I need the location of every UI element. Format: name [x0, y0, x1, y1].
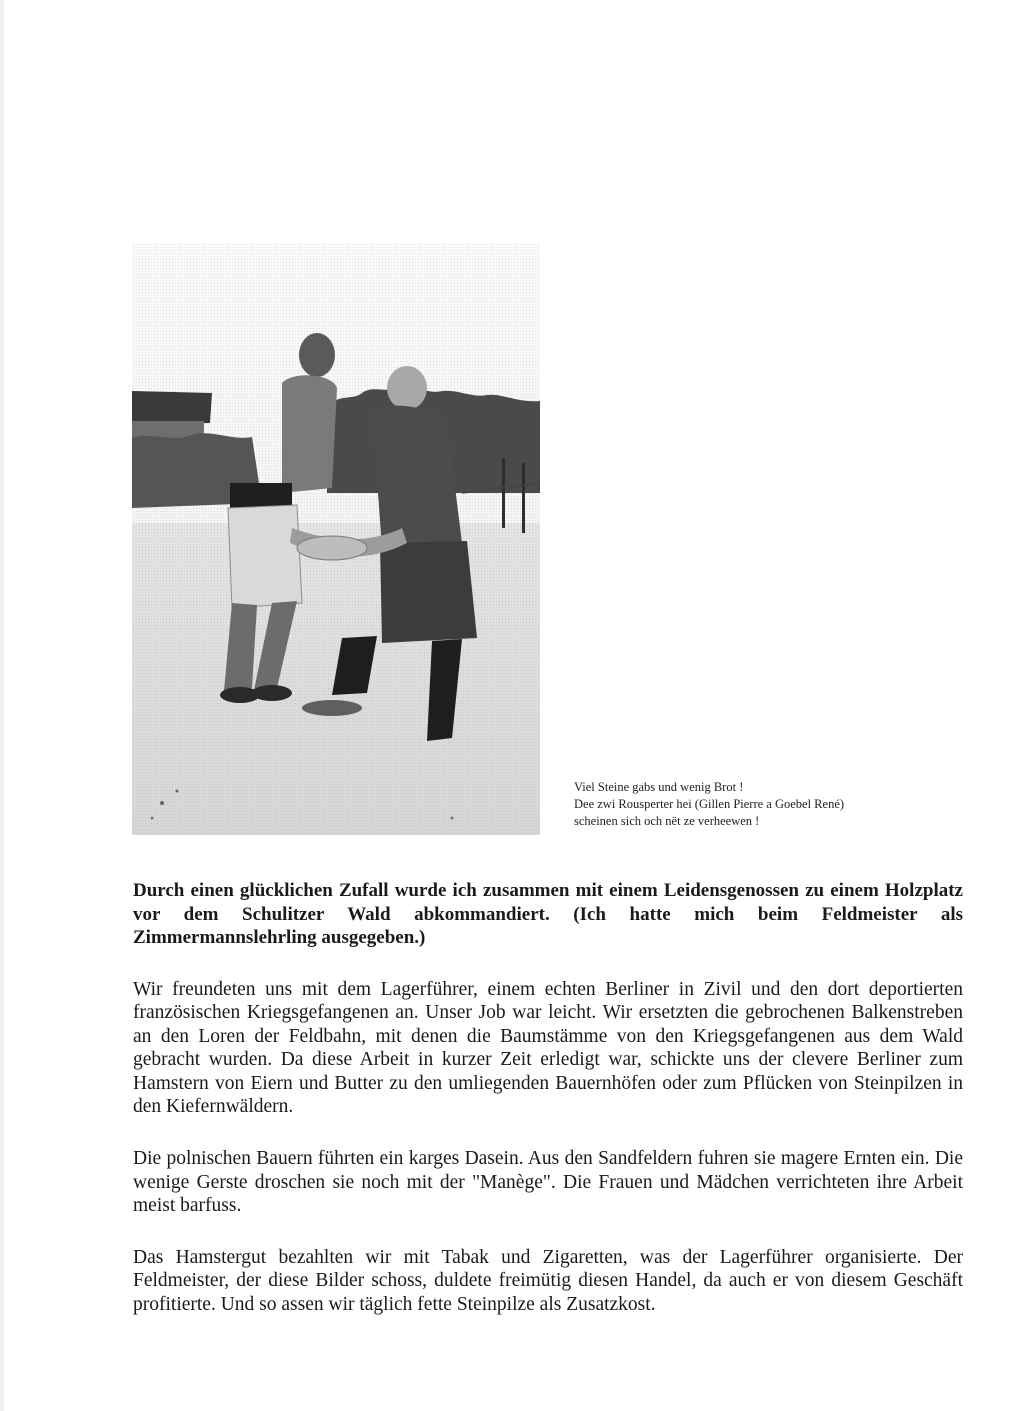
caption-line-3: scheinen sich och nët ze verheewen !: [574, 814, 760, 828]
paragraph-3: Die polnischen Bauern führten ein karges Dasein. Aus den Sandfeldern fuhren sie magere Ernten ein. Die wenige Gerste droschen sie noch mit der "Manège". Die Frauen und Mädchen verrichteten ihre Arbeit meist barfuss.: [133, 1148, 963, 1217]
photo-caption: [574, 779, 954, 830]
paragraph-4: Das Hamstergut bezahlten wir mit Tabak und Zigaretten, was der Lagerführer organisierte. Der Feldmeister, der diese Bilder schoss, duldete freimütig diesen Handel, da auch er von diesem Geschäft profitierte. Und so assen wir täglich fette Steinpilze als Zusatzkost.: [133, 1246, 963, 1316]
photograph-two-men-lifting-stone: [132, 243, 540, 835]
caption-line-1: Viel Steine gabs und wenig Brot !: [574, 780, 744, 794]
page-binding-edge: [0, 0, 4, 1411]
caption-line-2: Dee zwi Rousperter hei (Gillen Pierre a Goebel René): [574, 797, 845, 811]
paragraph-1: Durch einen glücklichen Zufall wurde ich zusammen mit einem Leidensgenossen zu einem Holzplatz vor dem Schulitzer Wald abkommandiert. (Ich hatte mich beim Feldmeister als Zimmermannslehrling ausgegeben.): [133, 880, 963, 948]
body-text: [133, 879, 963, 1345]
paragraph-2: Wir freundeten uns mit dem Lagerführer, einem echten Berliner in Zivil und den dort deportierten französischen Kriegsgefangenen an. Unser Job war leicht. Wir ersetzten die gebrochenen Balkenstreben an den Loren der Feldbahn, mit denen die Baumstämme von den Kriegsgefangenen aus dem Wald gebracht wurden. Da diese Arbeit in kurzer Zeit erledigt war, schickte uns der clevere Berliner zum Hamstern von Eiern und Butter zu den umliegenden Bauernhöfen oder zum Pflücken von Steinpilzen in den Kiefernwäldern.: [133, 978, 963, 1118]
